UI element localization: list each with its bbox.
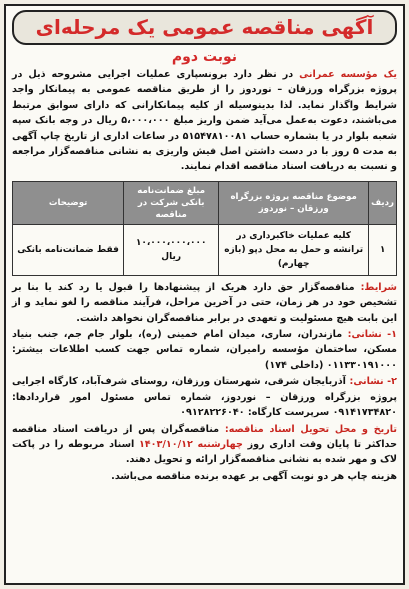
cell-amount: ۱۰،۰۰۰،۰۰۰،۰۰۰ ریال (124, 224, 219, 275)
delivery-paragraph (12, 422, 397, 468)
address2-paragraph (12, 374, 397, 420)
org-name: یک مؤسسه عمرانی (299, 69, 398, 80)
intro-text: در نظر دارد برونسپاری عملیات اجرایی مشروحه ذیل در پروژه بزرگراه ورزقان – نوردوز را از طریق مناقصه عمومی به پیمانکار واجد شرایط واگذار نماید. لذا بدینوسیله از کلیه پیمانکارانی که دارای سوابق مرتبط می‌باشند، دعوت به‌عمل می‌آید ضمن واریز مبلغ ۵،۰۰۰،۰۰۰ ریال در وجه بانک سپه شعبه بلوار در یا بشماره حساب ۵۱۵۴۷۸۱۰۰۸۱ در ساعات اداری از تاریخ چاپ آگهی به مدت ۵ روز با در دست داشتن اصل فیش واریزی به نشانی مناقصه‌گزار مراجعه و نسبت به دریافت اسناد مناقصه اقدام نمایند. (12, 69, 397, 173)
ad-title: آگهی مناقصه عمومی یک مرحله‌ای (35, 15, 374, 39)
delivery-date: چهارشنبه ۱۴۰۳/۱۰/۱۲ (138, 438, 243, 450)
delivery-label: تاریخ و محل تحویل اسناد مناقصه: (224, 423, 397, 435)
col-header-amount: مبلغ ضمانت‌نامه بانکی شرکت در مناقصه (124, 181, 219, 224)
footer-note: هزینه چاپ هر دو نوبت آگهی بر عهده برنده مناقصه می‌باشد. (111, 470, 397, 482)
col-header-subject: موضوع مناقصه پروژه بزرگراه ورزقان – نوردوز (219, 181, 369, 224)
ad-subtitle: نوبت دوم (171, 49, 238, 65)
col-header-desc: توضیحات (13, 181, 124, 224)
conditions-paragraph (12, 280, 397, 326)
address2-text: آذربایجان شرقی، شهرستان ورزقان، روستای شرف‌آباد، کارگاه اجرایی پروژه بزرگراه ورزقان – نوردوز، شماره تماس مسئول امور قراردادها: ۰۹۱۴۱۷۳۴۸۲۰ سرپرست کارگاه: ۰۹۱۲۸۲۲۶۰۴۰ (12, 376, 397, 419)
cell-row: ۱ (369, 224, 397, 275)
address1-text: مازندران، ساری، میدان امام خمینی (ره)، بلوار جام جم، جنب بنیاد مسکن، ساختمان مؤسسه رامیران، شماره تماس جهت کسب اطلاعات بیشتر: ۰۱۱۳۳۰۱۹۱۰۰۰ (داخلی ۱۷۴) (12, 329, 397, 371)
cell-subject: کلیه عملیات خاکبرداری در ترانشه و حمل به محل دپو (بازه چهارم) (219, 224, 369, 275)
col-header-row: ردیف (369, 181, 397, 224)
title-box (12, 10, 397, 45)
advertisement-page (4, 4, 405, 585)
address1-paragraph (12, 327, 397, 373)
table-header-row (13, 181, 397, 224)
conditions-label: شرایط: (360, 281, 397, 293)
address1-label: ۱- نشانی: (347, 329, 397, 341)
table-row (13, 224, 397, 275)
cell-desc: فقط ضمانت‌نامه بانکی (13, 224, 124, 275)
tender-table (12, 181, 397, 276)
intro-paragraph (12, 67, 397, 175)
delivery-text-1: مناقصه‌گران پس از دریافت اسناد مناقصه حداکثر تا پایان وقت اداری روز (12, 423, 397, 450)
address2-label: ۲- نشانی: (349, 376, 397, 388)
delivery-text-2: اسناد مربوطه را در پاکت لاک و مهر شده به نشانی مناقصه‌گزار ارائه و تحویل دهند. (12, 438, 397, 466)
conditions-text: مناقصه‌گزار حق دارد هریک از پیشنهادها را قبول یا رد کند یا بنا بر تشخیص خود در هر زمان، حتی در آخرین مراحل، فرآیند مناقصه را لغو نماید و از این بابت هیچ مسئولیت و تعهدی در برابر مناقصه‌گران نخواهد داشت. (12, 281, 397, 324)
